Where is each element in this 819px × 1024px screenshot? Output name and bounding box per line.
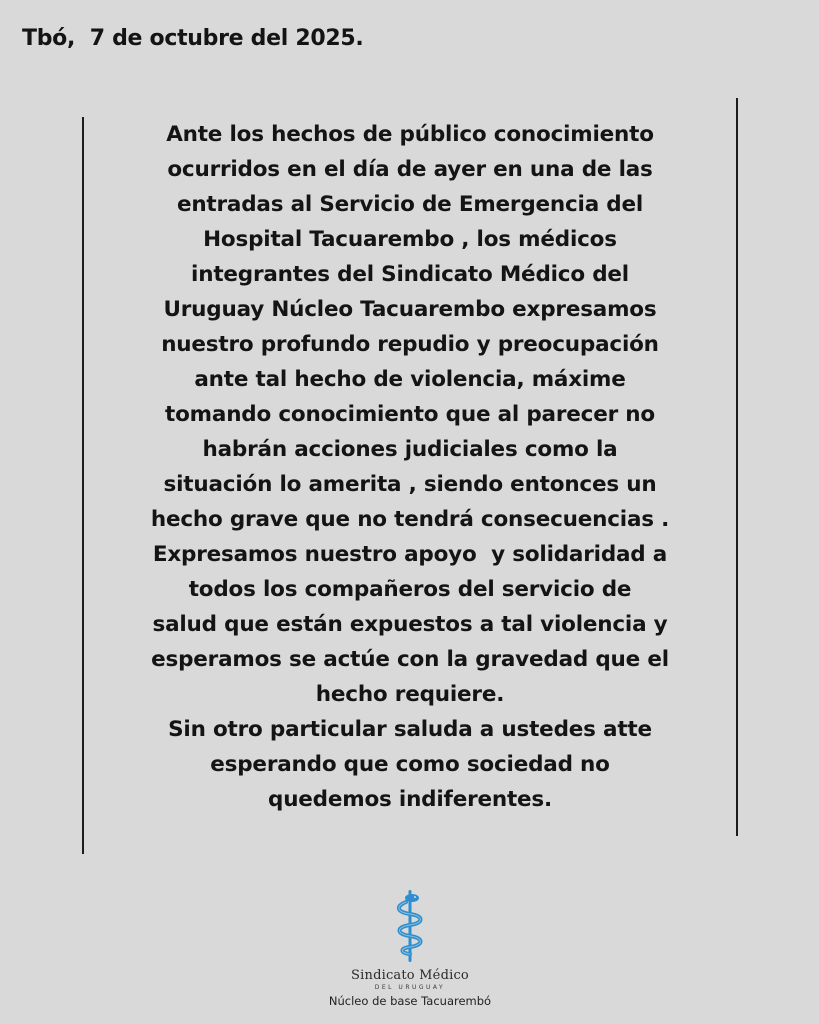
statement-line: habrán acciones judiciales como la — [202, 437, 618, 462]
organization-unit: Núcleo de base Tacuarembó — [328, 994, 492, 1008]
statement-line: nuestro profundo repudio y preocupación — [161, 332, 659, 357]
statement-line: hecho requiere. — [315, 682, 505, 707]
statement-line: esperando que como sociedad no — [210, 752, 610, 777]
statement-line: ante tal hecho de violencia, máxime — [194, 367, 626, 392]
caduceus-serpent-icon — [390, 890, 430, 962]
statement-line: Hospital Tacuarembo , los médicos — [203, 227, 617, 252]
statement-line: salud que están expuestos a tal violencia y — [152, 612, 668, 637]
statement-line: esperamos se actúe con la gravedad que el — [151, 647, 669, 672]
statement-line: hecho grave que no tendrá consecuencias . — [150, 507, 670, 532]
letter-date: Tbó, 7 de octubre del 2025. — [22, 26, 364, 51]
statement-line: Expresamos nuestro apoyo y solidaridad a — [152, 542, 668, 567]
statement-line: integrantes del Sindicato Médico del — [191, 262, 629, 287]
statement-line: quedemos indiferentes. — [268, 787, 552, 812]
statement-line: situación lo amerita , siendo entonces un — [163, 472, 657, 497]
statement-line: todos los compañeros del servicio de — [188, 577, 632, 602]
left-vertical-rule — [82, 117, 84, 854]
statement-line: Sin otro particular saluda a ustedes atte — [168, 717, 652, 742]
statement-line: ocurridos en el día de ayer en una de las — [167, 157, 653, 182]
statement-body — [110, 117, 710, 817]
statement-line: Ante los hechos de público conocimiento — [166, 122, 654, 147]
organization-name: Sindicato Médico — [351, 968, 469, 983]
statement-line: entradas al Servicio de Emergencia del — [176, 192, 644, 217]
statement-line: tomando conocimiento que al parecer no — [165, 402, 655, 427]
organization-logo — [290, 890, 530, 1008]
statement-line: Uruguay Núcleo Tacuarembo expresamos — [163, 297, 657, 322]
right-vertical-rule — [736, 98, 738, 836]
organization-subtitle: DEL URUGUAY — [374, 984, 446, 991]
